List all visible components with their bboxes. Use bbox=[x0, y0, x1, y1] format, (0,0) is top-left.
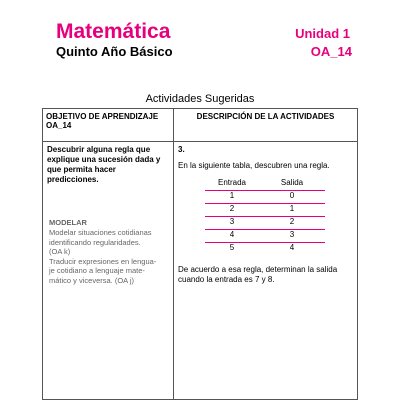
io-cell: 3 bbox=[259, 230, 325, 243]
hint-title: MODELAR bbox=[49, 218, 87, 227]
activity-number: 3. bbox=[178, 145, 185, 154]
io-header-row bbox=[205, 178, 325, 191]
table-row bbox=[43, 142, 358, 400]
io-header-entrada: Entrada bbox=[205, 178, 259, 191]
hint-line: je cotidiano a lenguaje mate- bbox=[49, 266, 145, 275]
activity-cell bbox=[174, 142, 358, 400]
io-row bbox=[205, 217, 325, 230]
table-header-row bbox=[43, 109, 358, 142]
grade-label: Quinto Año Básico bbox=[56, 44, 173, 59]
io-cell: 4 bbox=[289, 243, 295, 252]
io-cell: 2 bbox=[259, 217, 325, 230]
io-cell: 1 bbox=[205, 191, 259, 204]
subject-title: Matemática bbox=[56, 20, 171, 43]
hint-line: mático y viceversa. (OA j) bbox=[49, 275, 135, 285]
io-header-salida: Salida bbox=[259, 178, 325, 191]
io-cell: 5 bbox=[229, 243, 235, 252]
io-cell: 1 bbox=[259, 204, 325, 217]
objective-header: OBJETIVO DE APRENDIZAJE OA_14 bbox=[43, 109, 174, 142]
io-cell: 0 bbox=[259, 191, 325, 204]
hint-line: Traducir expresiones en lengua- bbox=[49, 256, 157, 266]
hint-line: (OA k) bbox=[49, 247, 71, 256]
activity-question: De acuerdo a esa regla, determinan la salida cuando la entrada es 7 y 8. bbox=[178, 265, 338, 284]
io-row bbox=[205, 230, 325, 243]
objective-text: Descubrir alguna regla que explique una sucesión dada y que permita hacer predicciones. bbox=[47, 145, 161, 184]
io-row bbox=[205, 243, 325, 256]
unit-label: Unidad 1 bbox=[295, 26, 350, 41]
activity-intro: En la siguiente tabla, descubren una regla. bbox=[178, 161, 330, 170]
activities-table bbox=[42, 108, 358, 400]
oa-label: OA_14 bbox=[310, 44, 352, 59]
io-row bbox=[205, 191, 325, 204]
io-cell: 2 bbox=[205, 204, 259, 217]
objective-cell bbox=[43, 142, 174, 400]
io-cell: 3 bbox=[205, 217, 259, 230]
section-title: Actividades Sugeridas bbox=[145, 93, 255, 105]
hint-line: identificando regularidades. bbox=[49, 237, 141, 247]
io-table bbox=[205, 178, 325, 255]
io-cell: 4 bbox=[205, 230, 259, 243]
io-row bbox=[205, 204, 325, 217]
description-header: DESCRIPCIÓN DE LA ACTIVIDADES bbox=[174, 109, 358, 142]
hint-line: Modelar situaciones cotidianas bbox=[49, 228, 152, 237]
